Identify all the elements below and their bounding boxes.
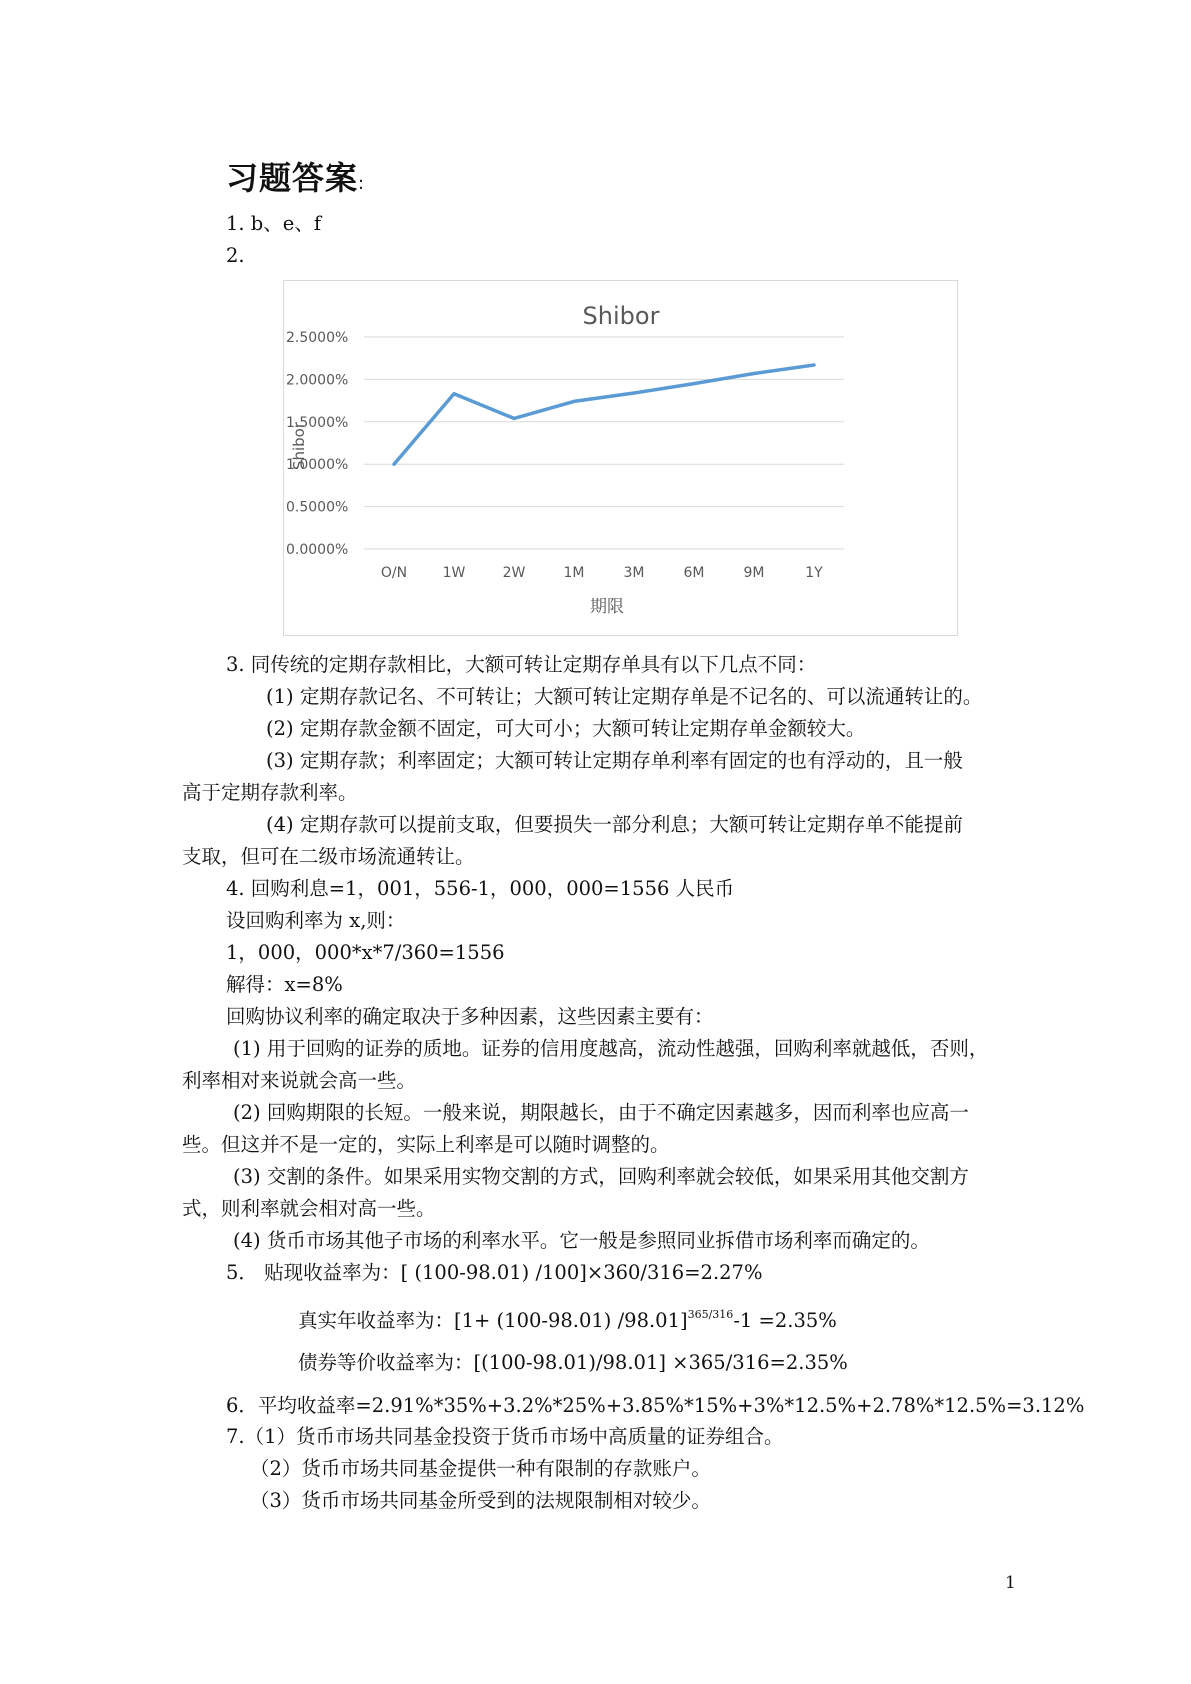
answer-3-intro: 3. 同传统的定期存款相比，大额可转让定期存单具有以下几点不同： xyxy=(226,653,817,676)
answer-4-line-3: 1，000，000*x*7/360=1556 xyxy=(226,941,505,964)
answer-4-line-5: 回购协议利率的确定取决于多种因素，这些因素主要有： xyxy=(226,1005,714,1028)
answer-4-factor-1-line-2: 利率相对来说就会高一些。 xyxy=(182,1069,417,1092)
chart-x-tick-label: 1M xyxy=(563,565,585,581)
answer-4-line-2: 设回购利率为 x,则： xyxy=(226,909,406,932)
heading-colon: : xyxy=(358,173,366,194)
chart-y-tick-label: 1.0000% xyxy=(286,457,349,474)
answer-7-line-2: （2）货币市场共同基金提供一种有限制的存款账户。 xyxy=(250,1457,711,1480)
chart-x-tick-labels xyxy=(381,565,823,581)
answer-5-line-2-main: 真实年收益率为：[1+ (100-98.01) /98.01] xyxy=(298,1309,688,1332)
chart-x-tick-label: 1Y xyxy=(805,565,823,581)
chart-y-tick-label: 2.0000% xyxy=(286,372,349,389)
chart-x-tick-label: O/N xyxy=(380,565,408,581)
answer-3-point-2: (2) 定期存款金额不固定，可大可小；大额可转让定期存单金额较大。 xyxy=(266,717,866,740)
chart-y-tick-label: 2.5000% xyxy=(286,330,349,346)
chart-data-point xyxy=(573,400,576,403)
answer-5-line-2-tail: -1 =2.35% xyxy=(733,1309,837,1332)
answer-5-exponent: 365/316 xyxy=(687,1308,734,1321)
page-heading xyxy=(226,153,365,199)
answer-3-point-3-line-2: 高于定期存款利率。 xyxy=(182,781,358,804)
page-number: 1 xyxy=(1005,1573,1016,1593)
chart-data-point xyxy=(513,417,516,420)
answer-4-line-1: 4. 回购利息=1，001，556-1，000，000=1556 人民币 xyxy=(226,877,735,900)
answer-4-factor-4: (4) 货币市场其他子市场的利率水平。它一般是参照同业拆借市场利率而确定的。 xyxy=(233,1229,930,1252)
chart-x-tick-label: 3M xyxy=(623,565,645,581)
chart-series xyxy=(393,363,816,465)
chart-y-tick-label: 1.5000% xyxy=(286,414,349,431)
chart-data-point xyxy=(393,463,396,466)
answer-2-label: 2. xyxy=(226,244,245,267)
chart-data-point xyxy=(633,391,636,394)
answer-4-factor-2-line-1: (2) 回购期限的长短。一般来说，期限越长，由于不确定因素越多，因而利率也应高一 xyxy=(233,1101,969,1124)
shibor-chart xyxy=(283,280,958,636)
answer-4-factor-3-line-2: 式，则利率就会相对高一些。 xyxy=(182,1197,436,1220)
answer-3-point-4-line-1: (4) 定期存款可以提前支取，但要损失一部分利息；大额可转让定期存单不能提前 xyxy=(266,813,963,836)
answer-4-factor-3-line-1: (3) 交割的条件。如果采用实物交割的方式，回购利率就会较低，如果采用其他交割方 xyxy=(233,1165,969,1188)
chart-data-point xyxy=(813,363,816,366)
answer-1: 1. b、e、f xyxy=(226,212,322,235)
chart-x-tick-label: 9M xyxy=(743,565,765,581)
chart-x-tick-label: 1W xyxy=(442,565,466,581)
heading-title: 习题答案 xyxy=(226,159,359,197)
chart-y-tick-label: 0.0000% xyxy=(286,542,349,558)
answer-3-point-3-line-1: (3) 定期存款；利率固定；大额可转让定期存单利率有固定的也有浮动的，且一般 xyxy=(266,749,963,772)
answer-6: 6．平均收益率=2.91%*35%+3.2%*25%+3.85%*15%+3%*12.5%+2.78%*12.5%=3.12% xyxy=(226,1394,1085,1417)
answer-5-line-1: 5． 贴现收益率为：[ (100-98.01) /100]×360/316=2.27% xyxy=(226,1261,763,1284)
answer-4-factor-1-line-1: (1) 用于回购的证券的质地。证券的信用度越高，流动性越强，回购利率就越低，否则， xyxy=(233,1037,989,1060)
answer-5-line-3: 债券等价收益率为：[(100-98.01)/98.01] ×365/316=2.35% xyxy=(298,1351,848,1374)
chart-data-point xyxy=(753,372,756,375)
chart-data-point xyxy=(453,392,456,395)
answer-3-point-1: (1) 定期存款记名、不可转让；大额可转让定期存单是不记名的、可以流通转让的。 xyxy=(266,685,983,708)
chart-x-tick-label: 6M xyxy=(683,565,705,581)
answer-4-factor-2-line-2: 些。但这并不是一定的，实际上利率是可以随时调整的。 xyxy=(182,1133,670,1156)
chart-y-axis-label: Shibor xyxy=(290,421,308,471)
chart-y-tick-label: 0.5000% xyxy=(286,499,349,516)
chart-x-axis-label: 期限 xyxy=(590,597,624,617)
chart-svg xyxy=(284,281,959,637)
chart-x-tick-label: 2W xyxy=(502,565,526,581)
chart-gridlines xyxy=(364,337,844,549)
answer-3-point-4-line-2: 支取，但可在二级市场流通转让。 xyxy=(182,845,475,868)
answer-7-line-3: （3）货币市场共同基金所受到的法规限制相对较少。 xyxy=(250,1489,711,1512)
answer-7-line-1: 7.（1）货币市场共同基金投资于货币市场中高质量的证券组合。 xyxy=(226,1425,784,1448)
chart-title: Shibor xyxy=(582,302,660,330)
chart-data-point xyxy=(693,382,696,385)
answer-5-line-2 xyxy=(298,1301,837,1335)
answer-4-line-4: 解得：x=8% xyxy=(226,973,343,996)
